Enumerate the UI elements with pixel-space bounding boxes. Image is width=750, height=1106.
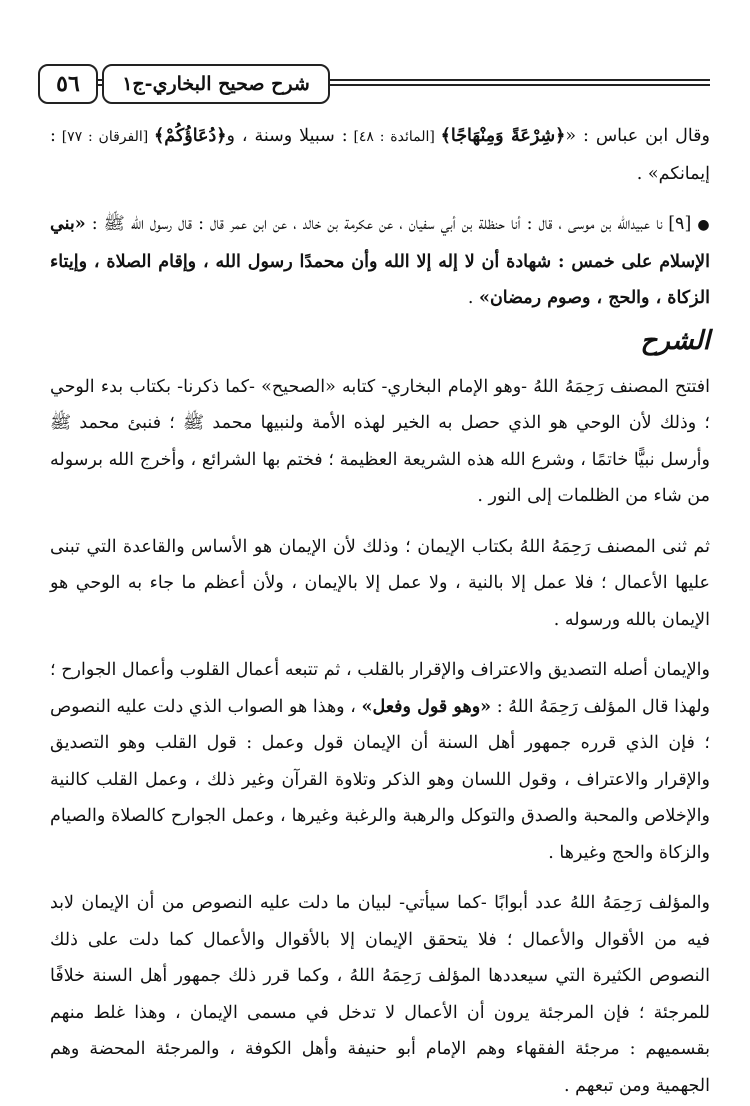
section-heading-sharh: الشرح [640, 325, 710, 356]
text-segment: والإيمان أصله التصديق والاعتراف والإقرار بالقلب ، ثم تتبعه أعمال القلوب وأعمال الجوارح ؛ ولهذا قال المؤلف رَحِمَهُ اللهُ : [50, 660, 710, 717]
author-quote: «وهو قول وفعل» [361, 696, 492, 717]
page-header [38, 62, 710, 102]
quran-quote: ﴿شِرْعَةً وَمِنْهَاجًا﴾ [440, 126, 566, 146]
page-number: ٥٦ [38, 64, 98, 104]
paragraph-commentary-3 [50, 652, 710, 871]
text-segment: : إيمانكم» . [50, 126, 710, 184]
quran-quote: ﴿دُعَاؤُكُمْ﴾ [154, 126, 227, 146]
text-segment: : سبيلا وسنة ، و [226, 126, 348, 146]
paragraph-hadith [50, 206, 710, 317]
page-body [50, 118, 710, 1104]
hadith-chain: [٩] نا عبيدالله بن موسى ، قال : أنا حنظلة بن أبي سفيان ، عن عكرمة بن خالد ، عن ابن عمر قال : قال رسول الله ﷺ : [85, 214, 698, 234]
hadith-text: «بني الإسلام على خمس : شهادة أن لا إله إلا الله وأن محمدًا رسول الله ، وإقام الصلاة ، وإيتاء الزكاة ، والحج ، وصوم رمضان» [50, 214, 710, 308]
bullet-icon: ● [697, 217, 710, 233]
paragraph-commentary-4: والمؤلف رَحِمَهُ اللهُ عدد أبوابًا -كما سيأتي- لبيان ما دلت عليه النصوص من أن الإيمان لابد فيه من الأقوال والأعمال ؛ فلا يتحقق الإيمان إلا بالأقوال والأعمال كما دلت على ذلك النصوص الكثيرة التي سيعددها المؤلف رَحِمَهُ اللهُ ، وكما قرر ذلك جمهور أهل السنة خلافًا للمرجئة ؛ فإن المرجئة يرون أن الأعمال لا تدخل في مسمى الإيمان ، وهذا غلط منهم بقسميهم : مرجئة الفقهاء وهم الإمام أبو حنيفة وأهل الكوفة ، والمرجئة المحضة وهم الجهمية ومن تبعهم . [50, 893, 710, 1096]
verse-reference: [المائدة : ٤٨] [347, 129, 441, 145]
paragraph-commentary-1: افتتح المصنف رَحِمَهُ اللهُ -وهو الإمام البخاري- كتابه «الصحيح» -كما ذكرنا- بكتاب بدء الوحي ؛ وذلك لأن الوحي هو الذي حصل به الخير لهذه الأمة ولنبيها محمد ﷺ ؛ فنبئ محمد ﷺ وأرسل نبيًّا خاتمًا ، وشرع الله هذه الشريعة العظيمة ؛ فختم بها الشرائع ، وأخرج الله برسوله من شاء من الظلمات إلى النور . [50, 376, 710, 506]
paragraph-commentary-2: ثم ثنى المصنف رَحِمَهُ اللهُ بكتاب الإيمان ؛ وذلك لأن الإيمان هو الأساس والقاعدة التي تبنى عليها الأعمال ؛ فلا عمل إلا بالنية ، ولا عمل إلا بالإيمان ، ولأن أعظم ما جاء به الوحي هو الإيمان بالله ورسوله . [50, 536, 710, 630]
running-title: شرح صحيح البخاري-ج١ [102, 64, 330, 104]
text-segment: . [467, 288, 479, 308]
text-segment: وقال ابن عباس : « [565, 126, 710, 146]
text-segment: ، وهذا هو الصواب الذي دلت عليه النصوص ؛ فإن الذي قرره جمهور أهل السنة أن الإيمان قول وعمل : قول القلب وهو التصديق والإقرار والاعتراف ، وقول اللسان وهو الذكر وتلاوة القرآن وغير ذلك ، وعمل القلب كالنية والإخلاص والمحبة والصدق والتوكل والرهبة والرغبة وغيرها ، وعمل الجوارح كالصلاة والصيام والزكاة والحج وغيرها . [50, 696, 710, 863]
paragraph-ibn-abbas [50, 118, 710, 192]
verse-reference: [الفرقان : ٧٧] [55, 129, 155, 145]
